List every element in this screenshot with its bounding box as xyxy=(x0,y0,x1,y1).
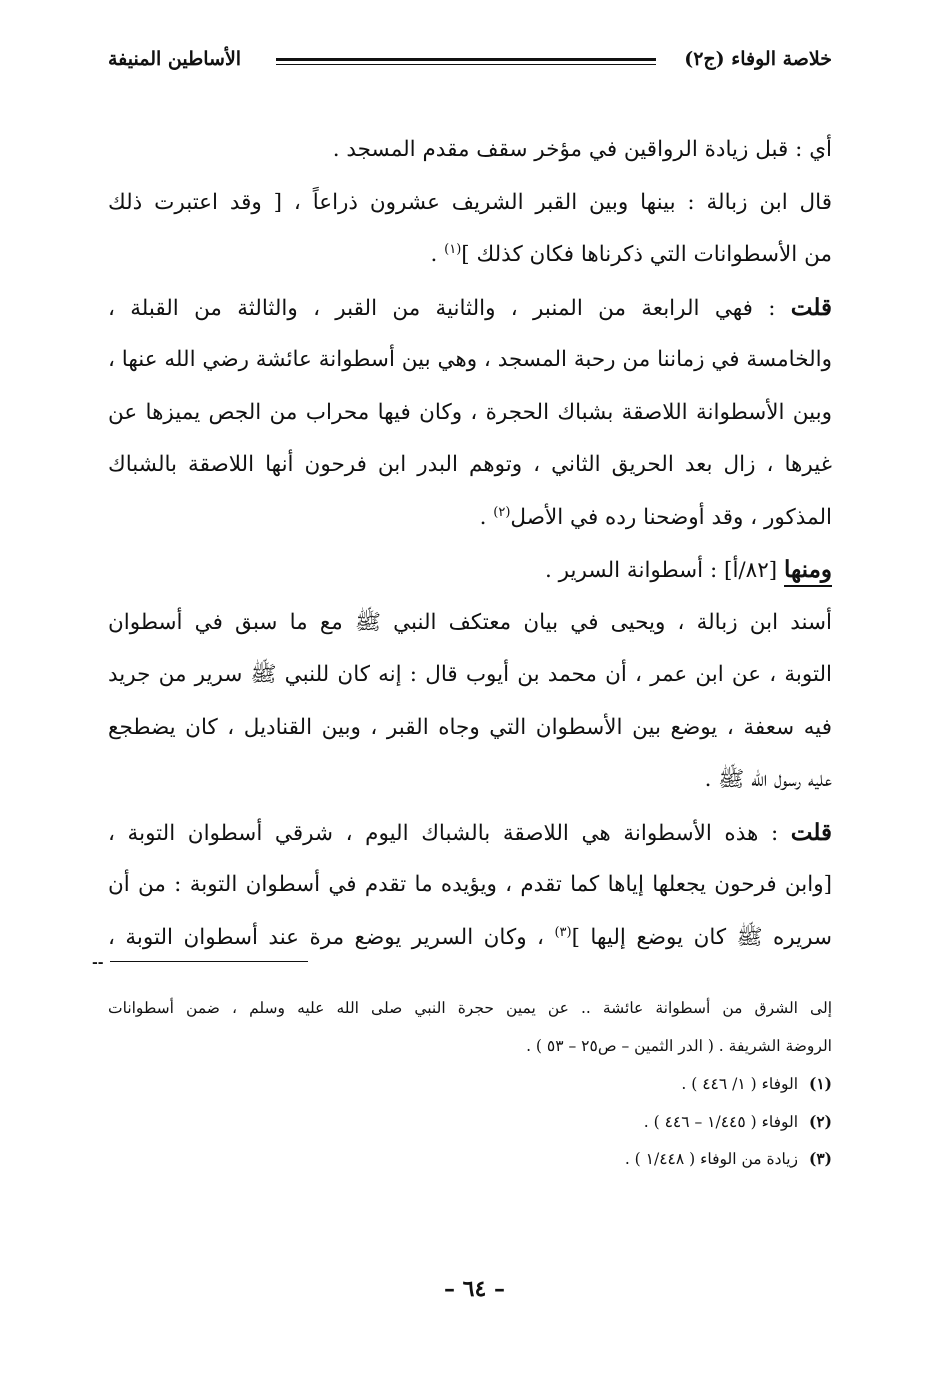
footnote-1 xyxy=(108,1065,832,1103)
line-text: سريره ﷺ كان يوضع إليها ] xyxy=(571,924,832,950)
line-text: قال ابن زبالة : بينها وبين القبر الشريف عشرون ذراعاً ، [ وقد اعتبرت ذلك xyxy=(108,189,832,215)
text-line xyxy=(108,492,832,545)
footnote-text: الوفاء ( ١/ ٤٤٦ ) . xyxy=(681,1075,799,1093)
text-line xyxy=(108,597,832,650)
keyword: ومنها xyxy=(784,556,832,583)
line-text: المذكور ، وقد أوضحنا رده في الأصل xyxy=(510,504,832,530)
line-text: فيه سعفة ، يوضع بين الأسطوان التي وجاه القبر ، وبين القناديل ، كان يضطجع xyxy=(108,714,832,740)
header-rule xyxy=(276,58,656,65)
footnotes xyxy=(108,990,832,1178)
footnote-text: الوفاء ( ١/٤٤٥ – ٤٤٦ ) . xyxy=(643,1112,799,1131)
line-text: من الأسطوانات التي ذكرناها فكان كذلك ] xyxy=(461,242,832,267)
line-text-after: . xyxy=(479,504,494,530)
footnote-number: (٣) xyxy=(808,1149,832,1168)
line-text: عليه رسول الله ﷺ . xyxy=(704,767,832,792)
line-text: أسند ابن زبالة ، ويحيى في بيان معتكف النبي ﷺ مع ما سبق في أسطوان xyxy=(108,609,832,635)
text-line xyxy=(108,229,832,282)
text-line xyxy=(108,282,832,335)
text-line xyxy=(108,177,832,230)
text-line xyxy=(108,124,832,177)
line-text: والخامسة في زماننا من رحبة المسجد ، وهي بين أسطوانة عائشة رضي الله عنها ، xyxy=(108,347,832,372)
line-text: : فهي الرابعة من المنبر ، والثانية من القبر ، والثالثة من القبلة ، xyxy=(108,295,791,321)
line-text: وبين الأسطوانة اللاصقة بشباك الحجرة ، وكان فيها محراب من الجص يميزها عن xyxy=(108,399,832,425)
keyword: قلت xyxy=(790,818,832,846)
footnote-ref: (١) xyxy=(444,241,462,257)
footnote-3 xyxy=(108,1140,832,1178)
footnote-number: (١) xyxy=(808,1074,832,1093)
book-title: خلاصة الوفاء (ج٢) xyxy=(684,48,832,70)
footnote-number: (٢) xyxy=(808,1111,832,1131)
text-line xyxy=(108,702,832,755)
line-text: غيرها ، زال بعد الحريق الثاني ، وتوهم البدر ابن فرحون أنها اللاصقة بالشباك xyxy=(108,452,832,477)
page-number: – ٦٤ – xyxy=(444,1276,505,1302)
text-line xyxy=(108,807,832,860)
line-text-after: . xyxy=(430,242,445,267)
text-line xyxy=(108,334,832,387)
text-line xyxy=(108,859,832,912)
line-text-after: ، وكان السرير يوضع مرة عند أسطوان التوبة ، xyxy=(108,924,555,950)
text-line xyxy=(108,544,832,597)
line-text: [٨٢/أ] : أسطوانة السرير . xyxy=(545,558,785,583)
footnote-continuation-mark: -- xyxy=(92,955,104,971)
footnote-text: زيادة من الوفاء ( ١/٤٤٨ ) . xyxy=(624,1150,799,1168)
footnote-ref: (٢) xyxy=(493,504,511,520)
text-line xyxy=(108,754,832,807)
line-text: : هذه الأسطوانة هي اللاصقة بالشباك اليوم ، شرقي أسطوان التوبة ، xyxy=(108,820,791,846)
text-line xyxy=(108,649,832,702)
footnote-ref: (٣) xyxy=(554,924,572,940)
line-text: أي : قبل زيادة الرواقين في مؤخر سقف مقدم المسجد . xyxy=(332,137,832,162)
chapter-title: الأساطين المنيفة xyxy=(108,48,242,70)
footnote-separator xyxy=(110,961,308,962)
line-text: [وابن فرحون يجعلها إياها كما تقدم ، ويؤيده ما تقدم في أسطوان التوبة : من أن xyxy=(108,872,832,897)
footnote-continuation-line: الروضة الشريفة . ( الدر الثمين – ص٢٥ – ٥٣ ) . xyxy=(526,1036,832,1055)
text-line xyxy=(108,439,832,492)
line-text: التوبة ، عن ابن عمر ، أن محمد بن أيوب قال : إنه كان للنبي ﷺ سرير من جريد xyxy=(108,662,832,687)
body-text xyxy=(108,124,832,964)
text-line xyxy=(108,912,832,965)
footnote-2 xyxy=(108,1103,832,1141)
running-header xyxy=(108,46,832,80)
text-line xyxy=(108,387,832,440)
footnote-continuation-line: إلى الشرق من أسطوانة عائشة .. عن يمين حجرة النبي صلى الله عليه وسلم ، ضمن أسطوانات xyxy=(108,999,832,1017)
keyword: قلت xyxy=(790,293,832,321)
